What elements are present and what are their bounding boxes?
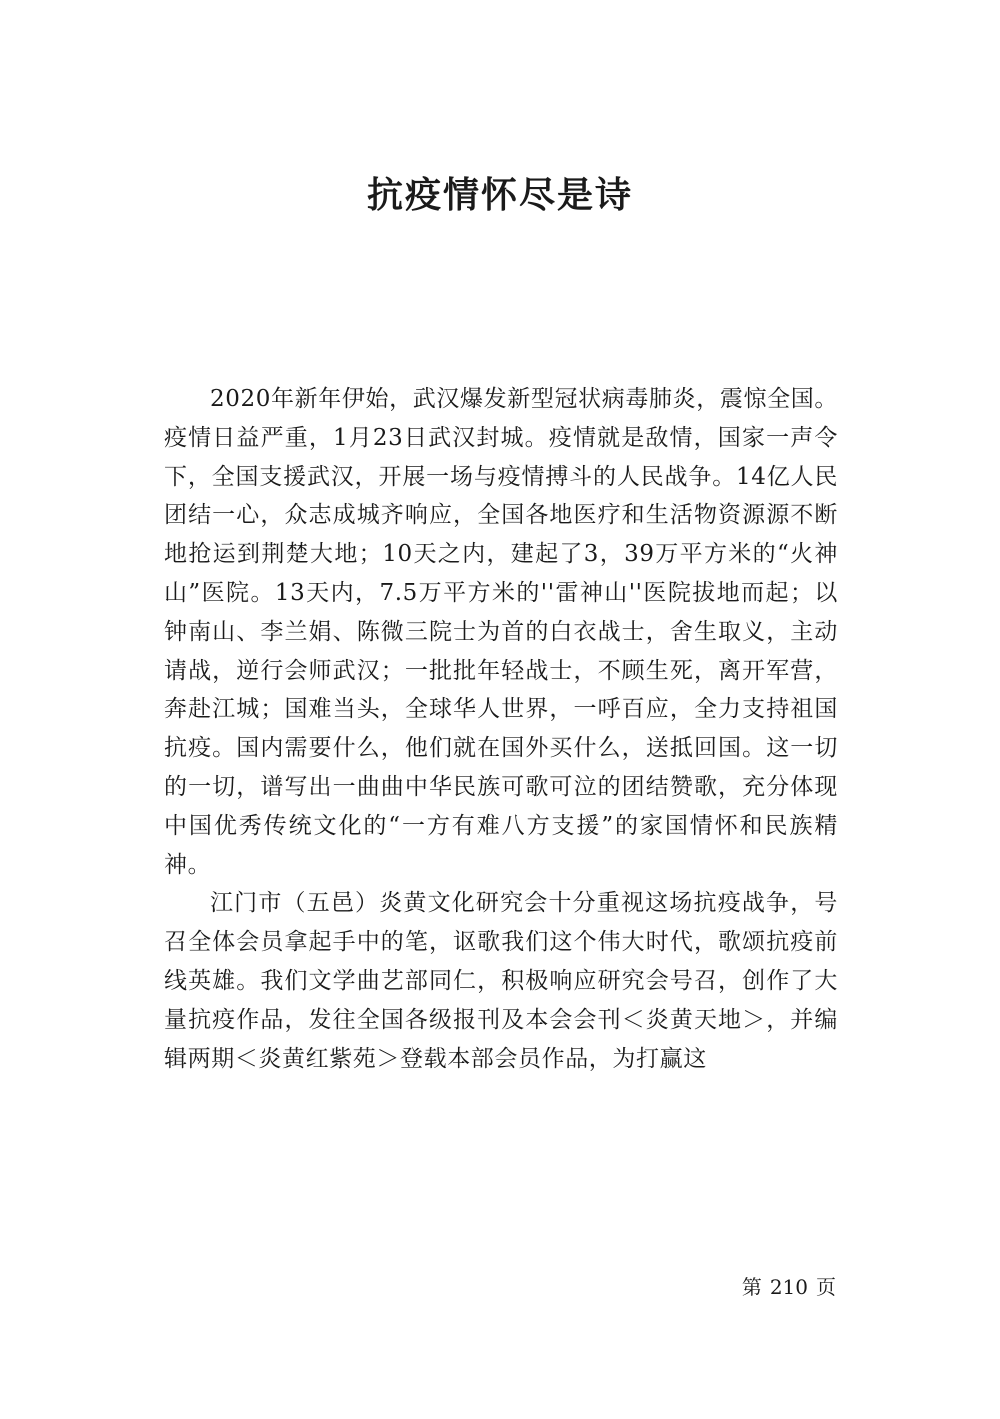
page-title: 抗疫情怀尽是诗 (366, 175, 633, 216)
page-number: 210 (769, 1275, 808, 1299)
page-number-prefix: 第 (741, 1275, 762, 1299)
page-number-suffix: 页 (816, 1275, 836, 1299)
paragraph-1: 2020年新年伊始，武汉爆发新型冠状病毒肺炎，震惊全国。疫情日益严重，1月23日武汉封城。疫情就是敌情，国家一声令下，全国支援武汉，开展一场与疫情搏斗的人民战争。14亿人民团结一心，众志成城齐响应，全国各地医疗和生活物资源源不断地抢运到荆楚大地；10天之内，建起了3，39万平方米的“火神山”医院。13天内，7.5万平方米的''雷神山''医院拔地而起；以钟南山、李兰娟、陈微三院士为首的白衣战士，舍生取义，主动请战，逆行会师武汉；一批批年轻战士，不顾生死，离开军营，奔赴江城；国难当头，全球华人世界，一呼百应，全力支持祖国抗疫。国内需要什么，他们就在国外买什么，送抵回国。这一切的一切，谱写出一曲曲中华民族可歌可泣的团结赞歌，充分体现中国优秀传统文化的“一方有难八方支援”的家国情怀和民族精神。 (164, 386, 838, 878)
paragraph-2: 江门市（五邑）炎黄文化研究会十分重视这场抗疫战争，号召全体会员拿起手中的笔，讴歌我们这个伟大时代，歌颂抗疫前线英雄。我们文学曲艺部同仁，积极响应研究会号召，创作了大量抗疫作品，发往全国各级报刊及本会会刊＜炎黄天地＞，并编辑两期＜炎黄红紫苑＞登载本部会员作品，为打赢这 (164, 890, 838, 1072)
page-number-footer (742, 1272, 836, 1302)
article-body (164, 380, 838, 1078)
